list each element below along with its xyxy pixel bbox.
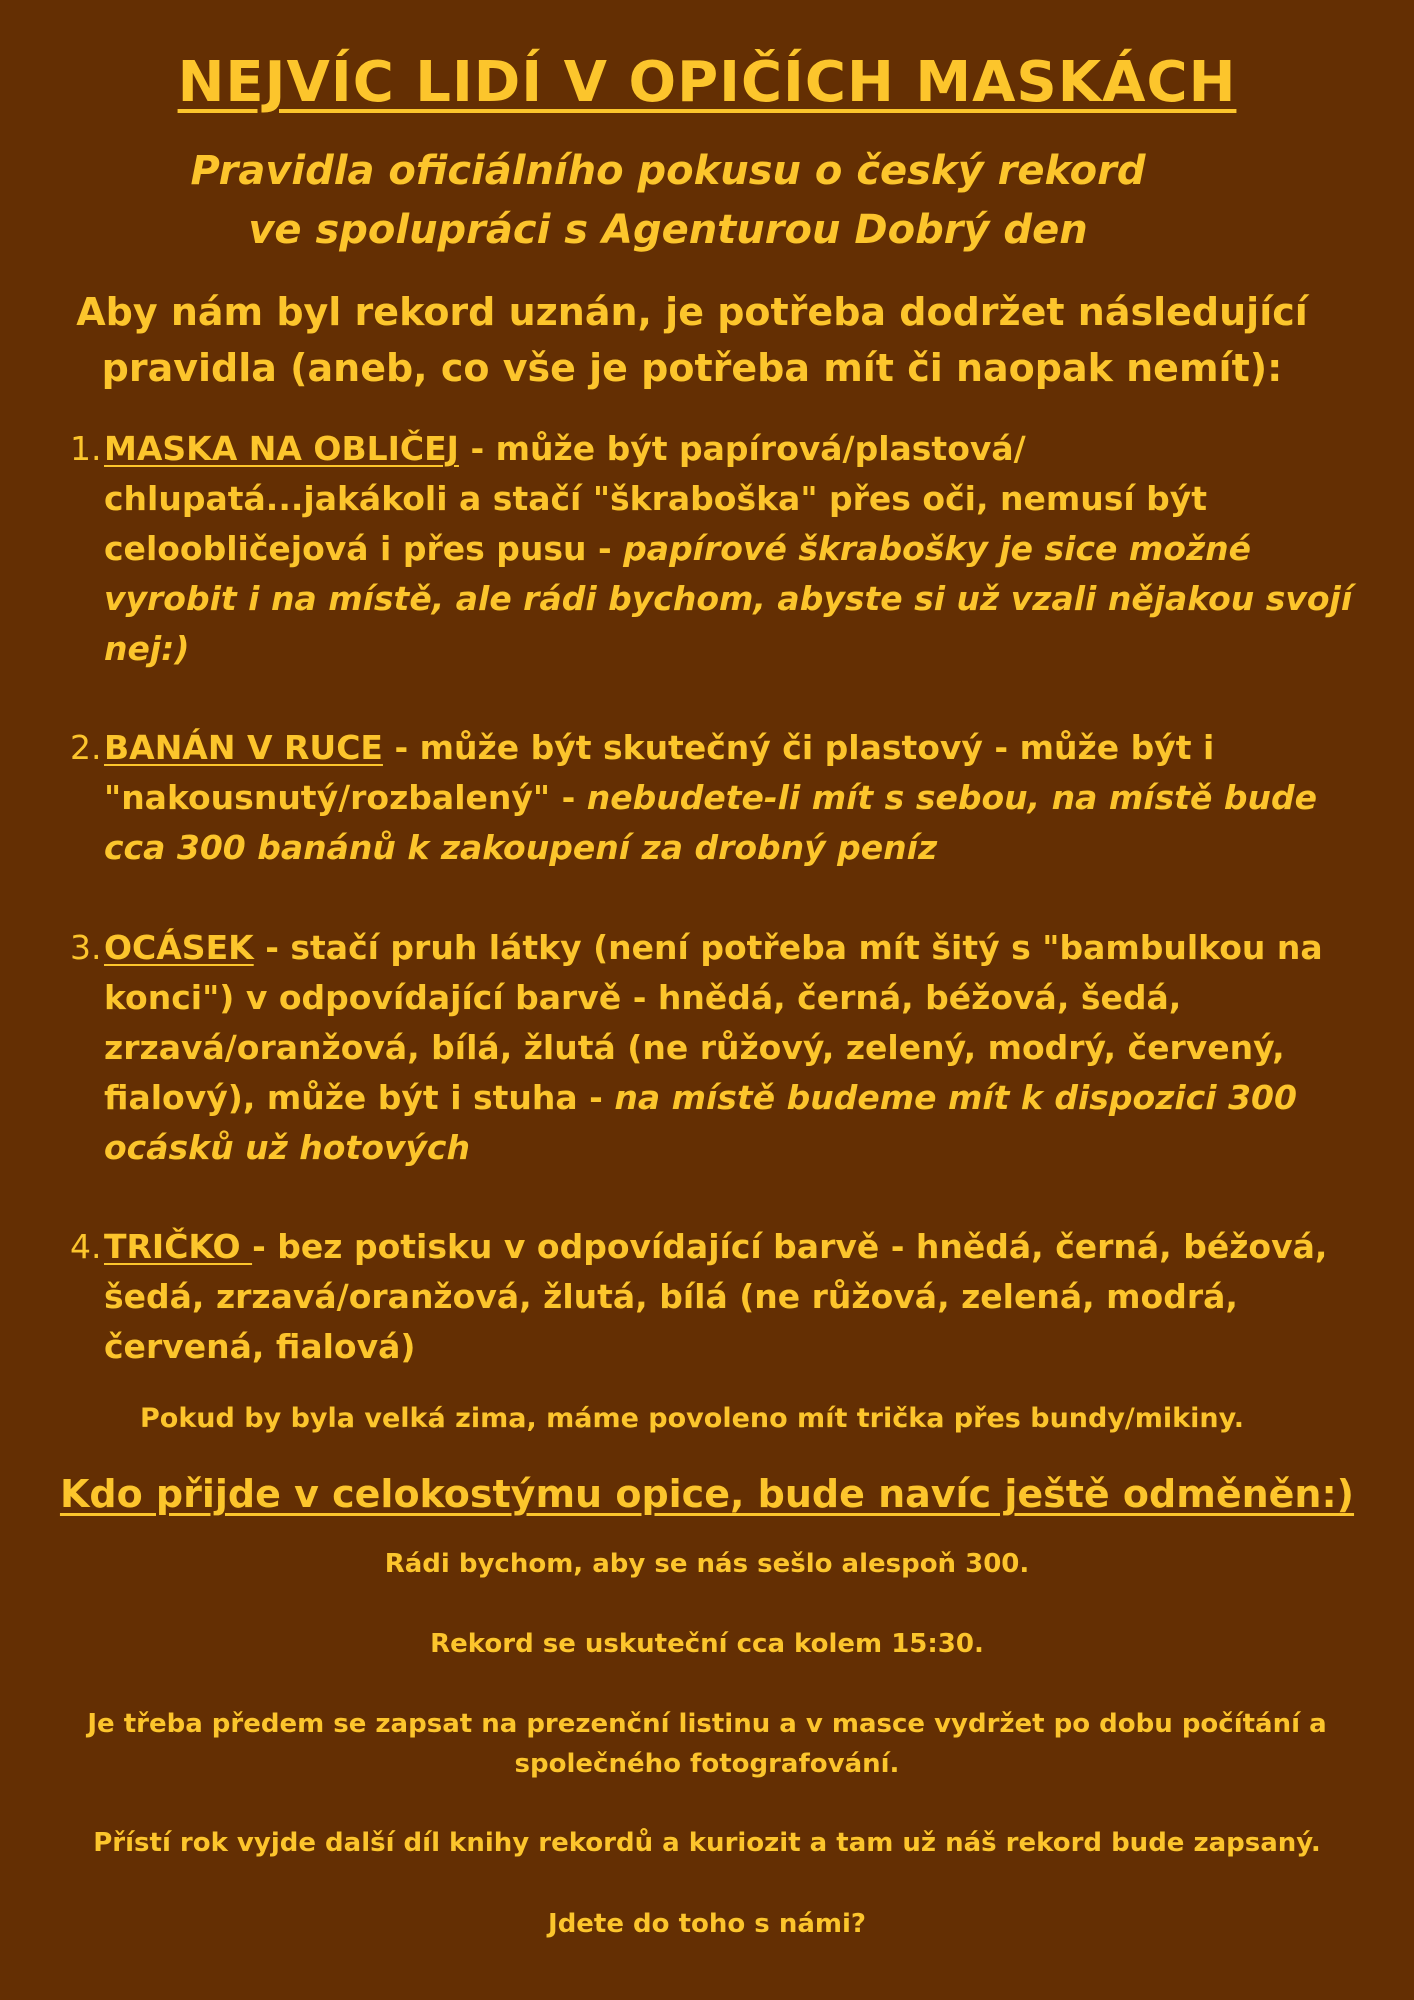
rule-note: nebudete-li mít s sebou, na místě bude cca 300 banánů k zakoupení za drobný peníz bbox=[104, 778, 1318, 867]
rule-item-tshirt bbox=[70, 1222, 1374, 1372]
page-title: NEJVÍC LIDÍ V OPIČÍCH MASKÁCH bbox=[177, 50, 1237, 115]
rule-name: BANÁN V RUCE bbox=[104, 728, 383, 767]
rule-description: - bez potisku v odpovídající barvě - hnědá, černá, béžová, šedá, zrzavá/oranžová, žlutá, bílá (ne růžová, zelená, modrá, červená, fialová) bbox=[104, 1227, 1328, 1366]
winter-note: Pokud by byla velká zima, máme povoleno mít trička přes bundy/mikiny. bbox=[140, 1403, 1244, 1434]
info-line-attendance: Rádi bychom, aby se nás sešlo alespoň 300. bbox=[384, 1549, 1030, 1579]
rule-name: TRIČKO bbox=[104, 1227, 253, 1266]
rule-name: OCÁSEK bbox=[104, 928, 254, 967]
rule-number: 4. bbox=[70, 1227, 102, 1266]
costume-reward-highlight: Kdo přijde v celokostýmu opice, bude navíc ještě odměněn:) bbox=[59, 1472, 1355, 1516]
rule-item-banana bbox=[70, 723, 1374, 873]
intro-text: Aby nám byl rekord uznán, je potřeba dodržet následující pravidla (aneb, co vše je potřeba mít či naopak nemít): bbox=[76, 290, 1308, 390]
rule-note: papírové škrabošky je sice možné vyrobit i na místě, ale rádi bychom, abyste si už vzali nějakou svojí nej:) bbox=[104, 529, 1353, 668]
info-line-registration: Je třeba předem se zapsat na prezenční listinu a v masce vydržet po dobu počítání a společného fotografování. bbox=[87, 1709, 1327, 1779]
rule-number: 1. bbox=[70, 429, 102, 468]
rule-description: - může být skutečný či plastový - může být i "nakousnutý/rozbalený" - bbox=[104, 728, 1215, 817]
rule-note: na místě budeme mít k dispozici 300 ocásků už hotových bbox=[104, 1078, 1297, 1167]
rule-item-mask bbox=[70, 424, 1374, 674]
rule-item-tail bbox=[70, 923, 1374, 1173]
subtitle-line-2: ve spolupráci s Agenturou Dobrý den bbox=[248, 207, 1088, 253]
rule-description: - stačí pruh látky (není potřeba mít šitý s "bambulkou na konci") v odpovídající barvě - hnědá, černá, béžová, šedá, zrzavá/oranžová, bílá, žlutá (ne růžový, zelený, modrý, červený, fialový), může být i stuha - bbox=[104, 928, 1323, 1117]
rule-description: - může být papírová/plastová/ chlupatá...jakákoli a stačí "škraboška" přes oči, nemusí být celoobličejová i přes pusu - bbox=[104, 429, 1208, 568]
rule-number: 3. bbox=[70, 928, 102, 967]
info-line-book: Přístí rok vyjde další díl knihy rekordů a kuriozit a tam už náš rekord bude zapsaný. bbox=[93, 1828, 1321, 1858]
subtitle-line-1: Pravidla oficiálního pokusu o český rekord bbox=[190, 148, 1146, 194]
rule-name: MASKA NA OBLIČEJ bbox=[104, 429, 459, 468]
info-line-call-to-action: Jdete do toho s námi? bbox=[548, 1909, 866, 1939]
info-line-time: Rekord se uskuteční cca kolem 15:30. bbox=[430, 1629, 984, 1659]
rule-number: 2. bbox=[70, 728, 102, 767]
